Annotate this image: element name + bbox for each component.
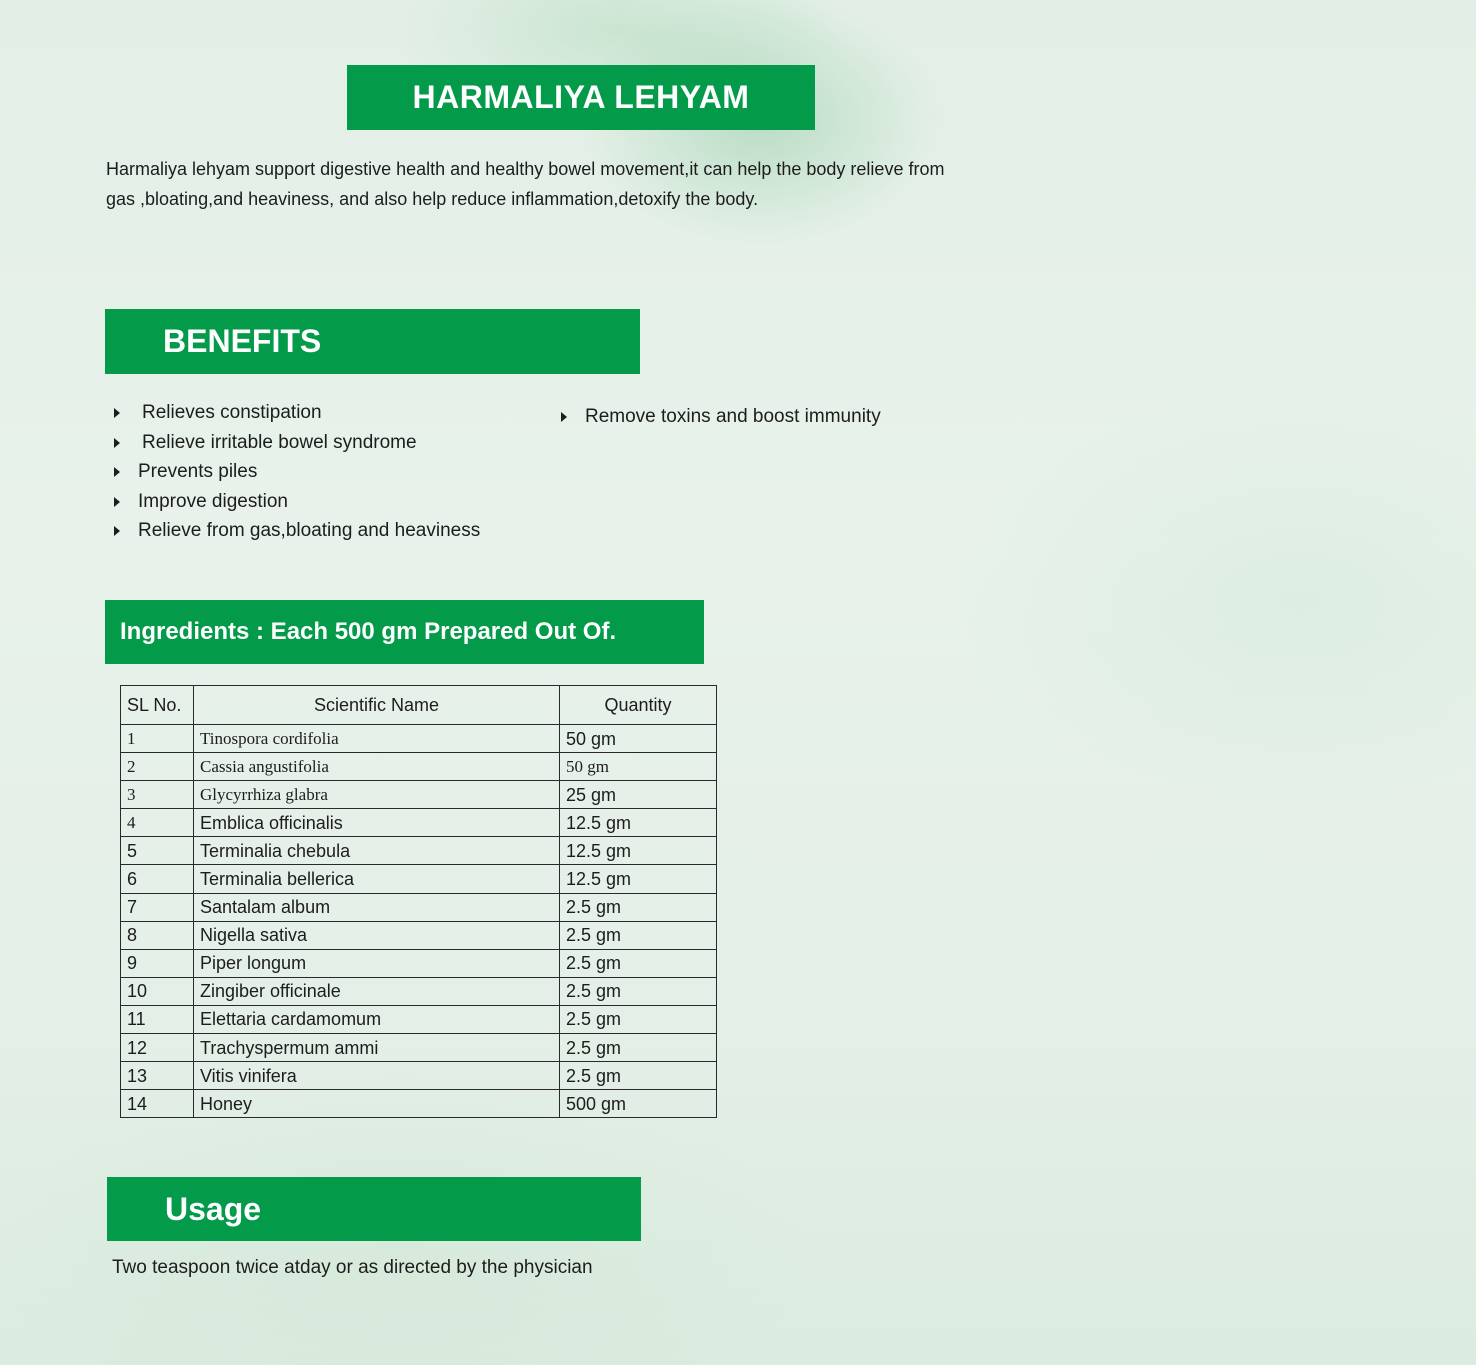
sl-no-cell: 7 — [121, 893, 194, 921]
benefits-heading: BENEFITS — [163, 323, 322, 359]
sl-no-cell: 2 — [121, 753, 194, 781]
sl-no-cell: 4 — [121, 809, 194, 837]
scientific-name-cell: Nigella sativa — [194, 921, 560, 949]
intro-line-1: Harmaliya lehyam support digestive health and healthy bowel movement,it can help the body relieve from — [106, 159, 945, 179]
benefit-text: Relieve from gas,bloating and heaviness — [138, 520, 481, 541]
intro-paragraph — [106, 154, 1086, 214]
scientific-name-cell: Trachyspermum ammi — [194, 1034, 560, 1062]
usage-text: Two teaspoon twice atday or as directed by the physician — [112, 1257, 593, 1278]
quantity-cell: 2.5 gm — [560, 893, 717, 921]
page-title: HARMALIYA LEHYAM — [412, 79, 750, 115]
sl-no-cell: 6 — [121, 865, 194, 893]
quantity-cell: 2.5 gm — [560, 1005, 717, 1033]
header-quantity: Quantity — [560, 686, 717, 725]
quantity-cell: 25 gm — [560, 781, 717, 809]
ingredients-heading: Ingredients : Each 500 gm Prepared Out Of. — [120, 618, 617, 645]
scientific-name-cell: Santalam album — [194, 893, 560, 921]
caret-right-icon — [114, 526, 120, 536]
table-row — [121, 1062, 717, 1090]
quantity-cell: 2.5 gm — [560, 1062, 717, 1090]
quantity-cell: 50 gm — [560, 725, 717, 753]
benefit-text: Improve digestion — [138, 490, 288, 512]
scientific-name-cell: Piper longum — [194, 949, 560, 977]
table-header-row — [121, 686, 717, 725]
quantity-cell: 12.5 gm — [560, 865, 717, 893]
benefit-text: Relieve irritable bowel syndrome — [142, 431, 417, 453]
table-row — [121, 977, 717, 1005]
caret-right-icon — [114, 408, 120, 418]
table-row — [121, 725, 717, 753]
ingredients-heading-banner — [105, 600, 704, 664]
benefits-list-left — [105, 398, 480, 546]
caret-right-icon — [114, 497, 120, 507]
quantity-cell: 2.5 gm — [560, 1034, 717, 1062]
usage-heading: Usage — [165, 1190, 262, 1227]
header-scientific-name: Scientific Name — [194, 686, 560, 725]
sl-no-cell: 9 — [121, 949, 194, 977]
quantity-cell: 500 gm — [560, 1090, 717, 1118]
scientific-name-cell: Honey — [194, 1090, 560, 1118]
table-row — [121, 781, 717, 809]
scientific-name-cell: Elettaria cardamomum — [194, 1005, 560, 1033]
table-row — [121, 1090, 717, 1118]
table-row — [121, 893, 717, 921]
benefit-item — [105, 457, 480, 487]
quantity-cell: 12.5 gm — [560, 809, 717, 837]
sl-no-cell: 13 — [121, 1062, 194, 1090]
scientific-name-cell: Emblica officinalis — [194, 809, 560, 837]
sl-no-cell: 10 — [121, 977, 194, 1005]
intro-line-2: gas ,bloating,and heaviness, and also help reduce inflammation,detoxify the body. — [106, 189, 759, 209]
sl-no-cell: 8 — [121, 921, 194, 949]
quantity-cell: 2.5 gm — [560, 977, 717, 1005]
benefits-heading-banner — [105, 309, 640, 374]
benefit-item — [105, 428, 480, 458]
benefit-item — [105, 398, 480, 428]
benefits-list-right — [552, 402, 881, 432]
benefit-item — [105, 487, 480, 517]
table-row — [121, 837, 717, 865]
benefit-text: Prevents piles — [138, 461, 258, 482]
sl-no-cell: 12 — [121, 1034, 194, 1062]
table-row — [121, 753, 717, 781]
scientific-name-cell: Cassia angustifolia — [194, 753, 560, 781]
scientific-name-cell: Zingiber officinale — [194, 977, 560, 1005]
quantity-cell: 2.5 gm — [560, 949, 717, 977]
sl-no-cell: 3 — [121, 781, 194, 809]
table-row — [121, 949, 717, 977]
page-title-banner — [347, 65, 815, 130]
caret-right-icon — [114, 467, 120, 477]
quantity-cell: 12.5 gm — [560, 837, 717, 865]
benefit-item — [552, 402, 881, 432]
sl-no-cell: 1 — [121, 725, 194, 753]
scientific-name-cell: Tinospora cordifolia — [194, 725, 560, 753]
header-sl-no: SL No. — [121, 686, 194, 725]
scientific-name-cell: Glycyrrhiza glabra — [194, 781, 560, 809]
benefit-text: Relieves constipation — [142, 402, 322, 423]
caret-right-icon — [561, 412, 567, 422]
scientific-name-cell: Terminalia chebula — [194, 837, 560, 865]
sl-no-cell: 11 — [121, 1005, 194, 1033]
benefit-item — [105, 516, 480, 546]
scientific-name-cell: Terminalia bellerica — [194, 865, 560, 893]
table-row — [121, 1034, 717, 1062]
ingredients-table — [120, 685, 717, 1118]
table-row — [121, 921, 717, 949]
table-row — [121, 865, 717, 893]
table-row — [121, 809, 717, 837]
table-row — [121, 1005, 717, 1033]
quantity-cell: 50 gm — [560, 753, 717, 781]
usage-heading-banner — [107, 1177, 641, 1241]
caret-right-icon — [114, 438, 120, 448]
quantity-cell: 2.5 gm — [560, 921, 717, 949]
benefit-text: Remove toxins and boost immunity — [585, 406, 881, 427]
scientific-name-cell: Vitis vinifera — [194, 1062, 560, 1090]
sl-no-cell: 5 — [121, 837, 194, 865]
sl-no-cell: 14 — [121, 1090, 194, 1118]
